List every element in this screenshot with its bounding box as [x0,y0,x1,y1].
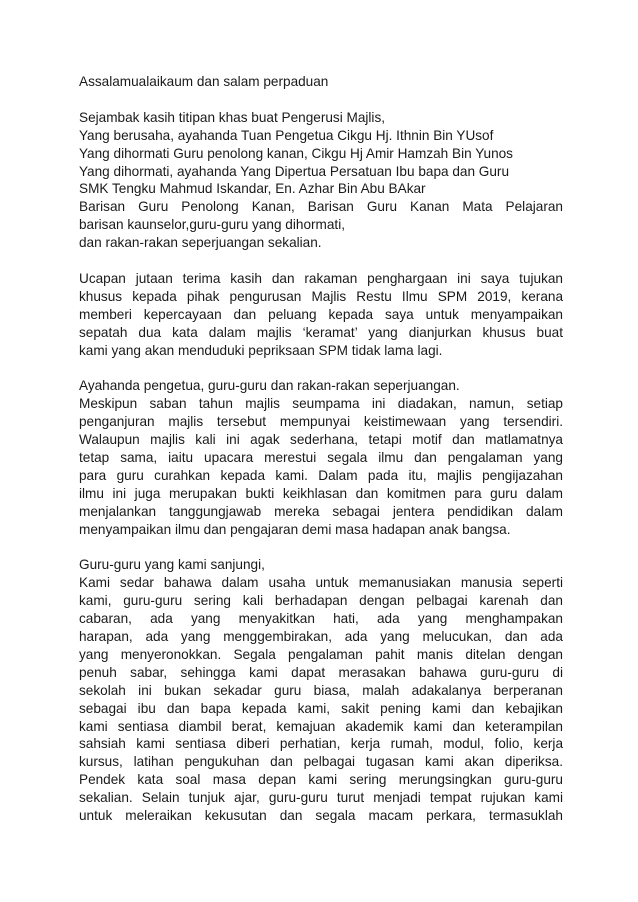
text-line: sepatah dua kata dalam majlis ‘keramat’ yang dianjurkan khusus buat [79,324,563,340]
paragraph-gap [79,359,563,377]
paragraph-gap [79,91,563,109]
text-line: sebagai ibu dan bapa kepada kami, sakit pening kami dan kebajikan [79,700,563,716]
text-line: harapan, ada yang menggembirakan, ada yang melucukan, dan ada [79,629,563,645]
salutation-line: Barisan Guru Penolong Kanan, Barisan Guru Kanan Mata Pelajaran [79,199,563,215]
salutation-line: SMK Tengku Mahmud Iskandar, En. Azhar Bin Abu BAkar [79,181,426,197]
text-line: Kami sedar bahawa dalam usaha untuk memanusiakan manusia seperti [79,575,563,591]
paragraph-gap [79,252,563,270]
text-line: menjalankan tanggungjawab mereka sebagai jentera pendidikan dalam [79,503,563,519]
salutation-line: barisan kaunselor,guru-guru yang dihormati, [79,217,345,233]
text-line: menyampaikan ilmu dan pengajaran demi masa hadapan anak bangsa. [79,521,511,537]
salutation-line: Yang dihormati, ayahanda Yang Dipertua Persatuan Ibu bapa dan Guru [79,163,510,179]
text-line: sahsiah kami sentiasa diberi perhatian, kerja rumah, modul, folio, kerja [79,736,563,752]
text-line: para guru curahkan kepada kami. Dalam pada itu, majlis pengijazahan [79,467,563,483]
text-line: kursus, latihan pengukuhan dan pelbagai tugasan kami akan diperiksa. [79,754,563,770]
salutation-line: Yang berusaha, ayahanda Tuan Pengetua Cikgu Hj. Ithnin Bin YUsof [79,127,494,143]
salutation-block [79,109,563,252]
paragraph-teachers [79,556,563,825]
text-line: Ucapan jutaan terima kasih dan rakaman penghargaan ini saya tujukan [79,270,563,286]
text-line: memberi kepercayaan dan peluang kepada saya untuk menyampaikan [79,306,563,322]
salutation-line: dan rakan-rakan seperjuangan sekalian. [79,235,322,251]
text-line: kami yang akan menduduki pepriksaan SPM tidak lama lagi. [79,342,443,358]
text-line: Walaupun majlis kali ini agak sederhana, tetapi motif dan matlamatnya [79,432,563,448]
text-line: kami, guru-guru sering kali berhadapan dengan pelbagai karenah dan [79,593,563,609]
salutation-line: Yang dihormati Guru penolong kanan, Cikgu Hj Amir Hamzah Bin Yunos [79,145,513,161]
text-line: Ayahanda pengetua, guru-guru dan rakan-rakan seperjuangan. [79,378,460,394]
text-line: sekolah ini bukan sekadar guru biasa, malah adakalanya berperanan [79,682,563,698]
paragraph-thanks [79,270,563,360]
text-line: cabaran, ada yang menyakitkan hati, ada yang menghampakan [79,611,563,627]
text-line: kami sentiasa diambil berat, kemajuan akademik kami dan keterampilan [79,718,563,734]
text-line: penganjuran majlis tersebut mempunyai keistimewaan yang tersendiri. [79,414,563,430]
greeting-line: Assalamualaikaum dan salam perpaduan [79,74,329,89]
paragraph-gap [79,539,563,557]
text-line: Guru-guru yang kami sanjungi, [79,557,265,573]
salutation-line: Sejambak kasih titipan khas buat Pengerusi Majlis, [79,109,386,125]
text-line: penuh sabar, sehingga kami dapat merasakan bahawa guru-guru di [79,664,563,680]
text-line: ilmu ini juga merupakan bukti keikhlasan dan komitmen para guru dalam [79,485,563,501]
text-line: yang menyeronokkan. Segala pengalaman pahit manis ditelan dengan [79,646,563,662]
text-line: untuk meleraikan kekusutan dan segala macam perkara, termasuklah [79,808,563,824]
text-line: Pendek kata soal masa depan kami sering merungsingkan guru-guru [79,772,563,788]
text-line: khusus kepada pihak pengurusan Majlis Restu Ilmu SPM 2019, kerana [79,288,563,304]
paragraph-ceremony [79,377,563,538]
document-page [79,73,563,825]
text-line: sekalian. Selain tunjuk ajar, guru-guru turut menjadi tempat rujukan kami [79,790,563,806]
text-line: tetap sama, iaitu upacara merestui segala ilmu dan pengalaman yang [79,449,563,465]
text-line: Meskipun saban tahun majlis seumpama ini diadakan, namun, setiap [79,396,563,412]
